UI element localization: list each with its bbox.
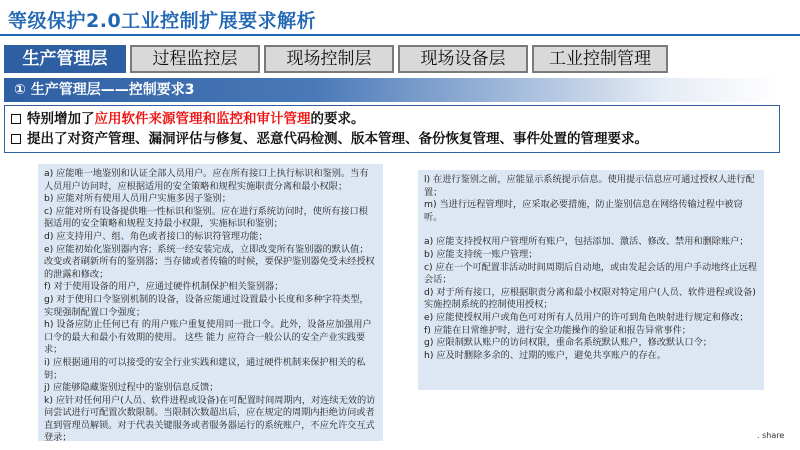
right-requirements-panel (418, 170, 764, 390)
tab-industrial-control-management[interactable]: 工业控制管理 (532, 45, 668, 73)
list-item: f) 应能在日常维护时，进行安全功能操作的验证和报告异常事件； (424, 324, 691, 336)
list-item: k) 应针对任何用户(人员、软件进程或设备)在可配置时间周期内，对连续无效的访问尝试进行可配置次数限制。当限制次数超出后，应在规定的周期内拒绝访问或者直到管理员解锁。对于代表关键服务或者服务器运行的系统账户，不应允许交互式登录； (44, 394, 376, 444)
tab-bar (4, 45, 668, 73)
list-item: c) 应能对所有设备提供唯一性标识和鉴别。应在进行系统访问时，使所有接口根据适用的安全策略和规程支持最小权限，实施标识和鉴别； (44, 205, 368, 230)
page-title: 等级保护2.0工业控制扩展要求解析 (8, 10, 317, 32)
requirement-1-prefix: 特别增加了 (27, 111, 95, 127)
list-item: i) 应根据通用的可以接受的安全行业实践和建议，通过硬件机制来保护相关的私钥； (44, 356, 366, 381)
watermark-text: share (762, 431, 785, 440)
list-item: g) 应限制默认账户的访问权限，重命名系统默认账户，修改默认口令； (424, 337, 712, 349)
requirements-box (4, 105, 780, 153)
list-item: l) 在进行鉴别之前，应能显示系统提示信息。使用提示信息应可通过授权人进行配置； (424, 174, 755, 198)
tab-field-control[interactable]: 现场控制层 (264, 45, 394, 73)
list-item: b) 应能支持统一账户管理； (424, 248, 538, 260)
list-item: h) 应及时删除多余的、过期的账户，避免共享账户的存在。 (424, 349, 667, 361)
list-item: e) 应能初始化鉴别器内容；系统一经安装完成，立即改变所有鉴别器的默认值；改变或者刷新所有的鉴别器；当存储或者传输的时候，要保护鉴别器免受未经授权的泄露和修改； (44, 243, 375, 280)
requirement-line-2 (11, 129, 773, 149)
checkbox-bullet-icon (11, 114, 21, 124)
list-item: b) 应能对所有使用人员用户实施多因子鉴别； (44, 193, 231, 205)
title-underline (0, 34, 800, 36)
list-item: j) 应能够隐藏鉴别过程中的鉴别信息反馈； (44, 382, 219, 394)
tab-field-device[interactable]: 现场设备层 (398, 45, 528, 73)
list-item: d) 对于所有接口，应根据职责分离和最小权限对特定用户(人员、软件进程或设备)实施控制系统的控制使用授权； (424, 286, 756, 311)
list-item: a) 应能支持授权用户管理所有账户，包括添加、激活、修改、禁用和删除账户； (424, 236, 749, 248)
requirement-1-highlight: 应用软件来源管理和监控和审计管理 (94, 111, 311, 127)
tab-production-management[interactable]: 生产管理层 (4, 45, 126, 73)
requirement-1-suffix: 的要求。 (310, 111, 365, 127)
section-header: ① 生产管理层——控制要求3 (4, 78, 780, 102)
list-item: c) 应在一个可配置非活动时间周期后自动地，或由发起会话的用户手动地终止远程会话； (424, 261, 758, 286)
checkbox-bullet-icon (11, 134, 21, 144)
list-item: m) 当进行远程管理时，应采取必要措施，防止鉴别信息在网络传输过程中被窃听。 (424, 199, 743, 223)
left-requirements-panel (38, 164, 383, 444)
list-item: g) 对于使用口令鉴别机制的设备，设备应能通过设置最小长度和多种字符类型， 实现强制配置口令强度； (44, 293, 369, 318)
list-item: a) 应能唯一地鉴别和认证全部人员用户。应在所有接口上执行标识和鉴别。当有人员用户访问时，应根据适用的安全策略和规程实施职责分离和最小权限； (44, 168, 369, 192)
requirement-2-text: 提出了对资产管理、漏洞评估与修复、恶意代码检测、版本管理、备份恢复管理、事件处置的管理要求。 (27, 131, 648, 147)
list-item: e) 应能使授权用户或角色可对所有人员用户的许可到角色映射进行规定和修改； (424, 311, 749, 323)
watermark: . share (757, 431, 785, 440)
requirement-line-1 (11, 109, 773, 129)
list-item: f) 对于使用设备的用户，应通过硬件机制保护相关鉴别器； (44, 281, 284, 293)
list-item: d) 应支持用户、组、角色或者接口的标识符管理功能； (44, 230, 268, 242)
tab-process-monitoring[interactable]: 过程监控层 (130, 45, 260, 73)
list-item: h) 设备应防止任何已有 的用户账户重复使用同一批口令。此外，设备应加强用户口令的最大和最小有效期的使用。 这些 能力 应符合一般公认的安全产业实践要求； (44, 319, 372, 356)
spacer (424, 224, 758, 236)
